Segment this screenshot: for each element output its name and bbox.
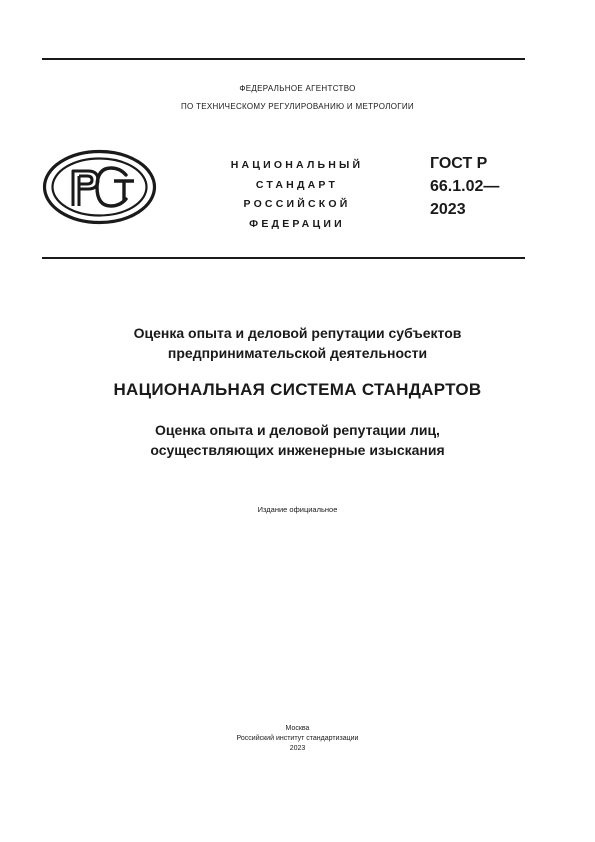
standard-type-line-1: НАЦИОНАЛЬНЫЙ <box>230 159 364 171</box>
standard-designation <box>430 152 499 221</box>
agency-name-line-2: ПО ТЕХНИЧЕСКОМУ РЕГУЛИРОВАНИЮ И МЕТРОЛОГИИ <box>181 102 414 111</box>
designation-line-3: 2023 <box>430 201 466 218</box>
agency-name-line-1: ФЕДЕРАЛЬНОЕ АГЕНТСТВО <box>239 84 356 93</box>
middle-rule <box>42 257 525 259</box>
designation-line-1: ГОСТ Р <box>430 155 488 172</box>
series-title-line-1: Оценка опыта и деловой репутации субъектов <box>133 325 462 341</box>
imprint-city: Москва <box>285 725 310 732</box>
imprint <box>0 724 595 754</box>
series-title-line-2: предпринимательской деятельности <box>167 345 428 361</box>
system-title: НАЦИОНАЛЬНАЯ СИСТЕМА СТАНДАРТОВ <box>113 380 482 399</box>
rst-certification-mark-icon <box>42 149 157 225</box>
document-subtitle <box>0 420 595 460</box>
imprint-year: 2023 <box>289 745 306 752</box>
standard-type-block <box>212 156 382 234</box>
standard-type-line-2: СТАНДАРТ <box>255 178 339 191</box>
standard-type-line-4: ФЕДЕРАЦИИ <box>249 217 345 230</box>
subtitle-line-2: осуществляющих инженерные изыскания <box>150 442 445 458</box>
imprint-publisher: Российский институт стандартизации <box>236 735 359 742</box>
standard-type-line-3: РОССИЙСКОЙ <box>243 198 351 210</box>
designation-line-2: 66.1.02— <box>430 178 500 195</box>
subtitle-line-1: Оценка опыта и деловой репутации лиц, <box>155 422 440 438</box>
top-rule <box>42 58 525 60</box>
edition-note: Издание официальное <box>257 505 338 514</box>
document-series-title <box>0 323 595 363</box>
